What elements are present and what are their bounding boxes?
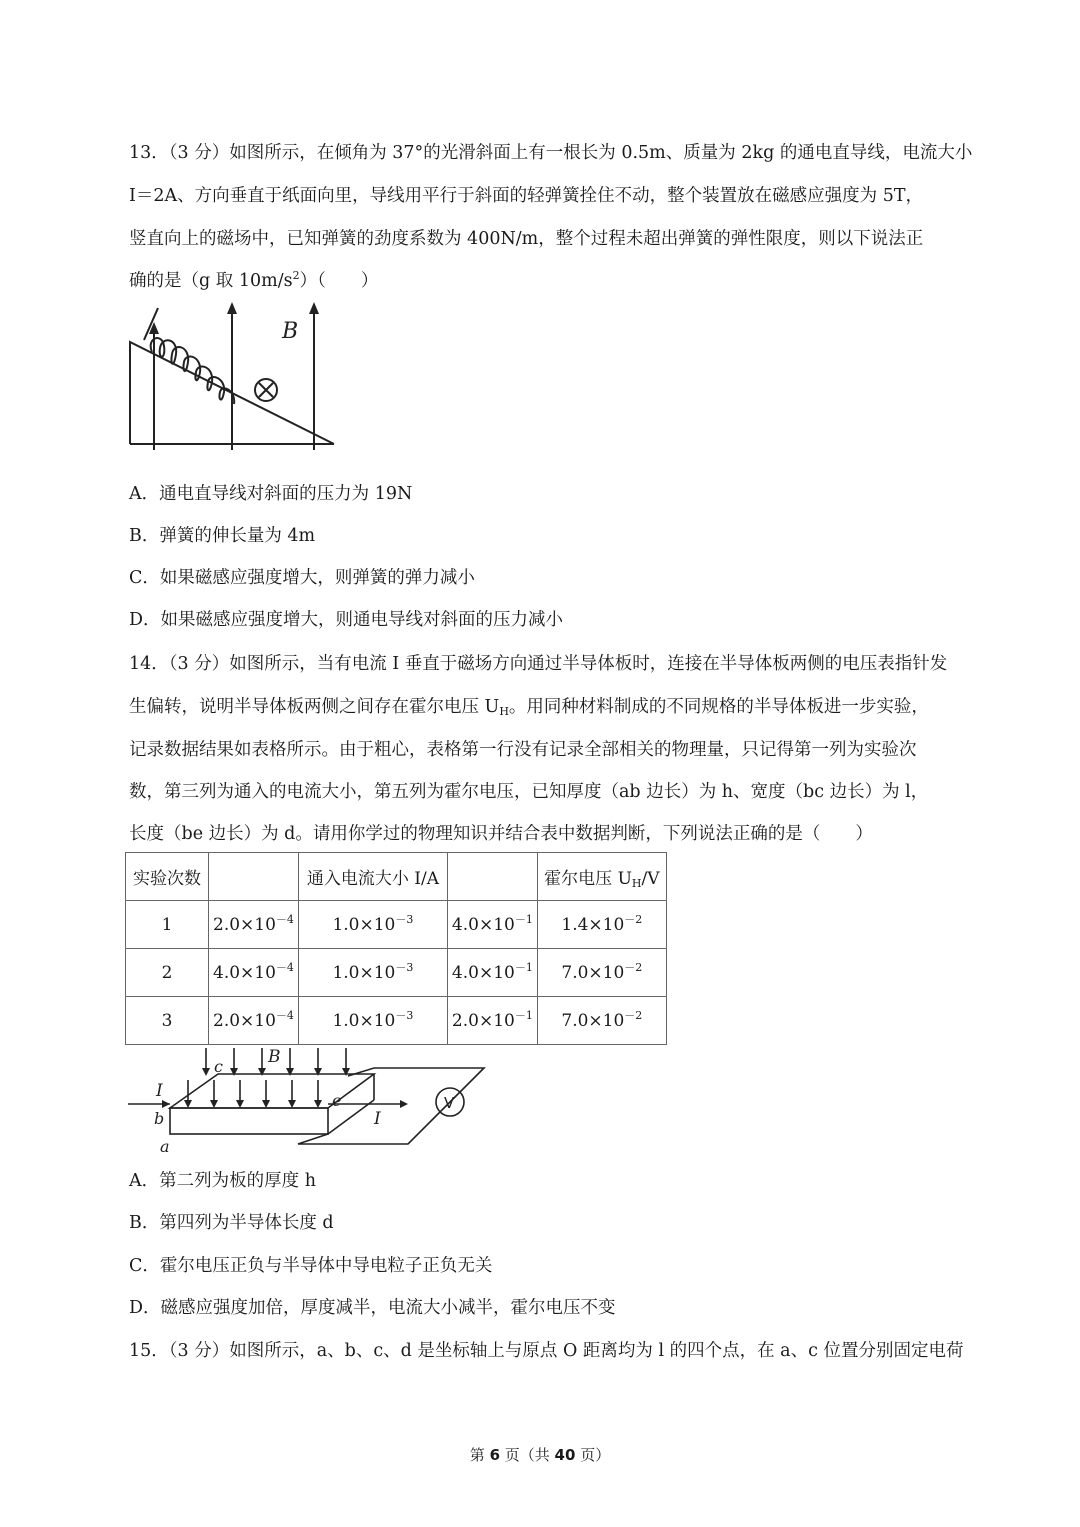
- cell-exponent: －2: [624, 1008, 643, 1022]
- cell-value: 2.0×10: [451, 1010, 515, 1031]
- q14-data-table: [125, 852, 667, 1045]
- q14-hall-effect-figure: [124, 1044, 494, 1156]
- cell-value: 1.0×10: [332, 1010, 396, 1031]
- cell-exponent: －1: [514, 1008, 533, 1022]
- q13-stem-line-4: [129, 267, 378, 292]
- cell-exponent: －4: [275, 960, 294, 974]
- cell-exponent: －2: [624, 912, 643, 926]
- q13-exponent: 2: [292, 269, 300, 282]
- q15-stem-line-1: 15．（3 分）如图所示，a、b、c、d 是坐标轴上与原点 O 距离均为 l 的四个点，在 a、c 位置分别固定电荷: [129, 1341, 964, 1361]
- table-row: [126, 901, 667, 949]
- cell-value: 4.0×10: [451, 962, 515, 983]
- table-row: [126, 949, 667, 997]
- cell-value: 1.0×10: [332, 914, 396, 935]
- q14-stem-line-3: 记录数据结果如表格所示。由于粗心，表格第一行没有记录全部相关的物理量，只记得第一列为实验次: [129, 740, 917, 760]
- page-footer: [0, 1444, 1080, 1465]
- cell-value: 2.0×10: [213, 1010, 276, 1031]
- table-cell: [298, 949, 447, 997]
- q13-stem-line-3: 竖直向上的磁场中，已知弹簧的劲度系数为 400N/m，整个过程未超出弹簧的弹性限度，则以下说法正: [129, 229, 924, 249]
- table-header-row: [126, 853, 667, 901]
- table-cell: [537, 997, 666, 1045]
- table-cell: [209, 949, 299, 997]
- q13-incline-figure: [124, 300, 338, 450]
- q14-option-d: D．磁感应强度加倍，厚度减半，电流大小减半，霍尔电压不变: [129, 1298, 616, 1318]
- q13-figure-label-b: B: [282, 319, 299, 344]
- table-cell: [537, 901, 666, 949]
- table-cell: [209, 901, 299, 949]
- q14-stem-line-4: 数，第三列为通入的电流大小，第五列为霍尔电压，已知厚度（ab 边长）为 h、宽度（bc 边长）为 l，: [129, 782, 929, 802]
- q13-option-a: A．通电直导线对斜面的压力为 19N: [129, 484, 413, 504]
- q13-stem-line-1: 13．（3 分）如图所示，在倾角为 37°的光滑斜面上有一根长为 0.5m、质量为 2kg 的通电直导线，电流大小: [129, 143, 973, 163]
- cell-value: 2.0×10: [213, 914, 276, 935]
- voltmeter-label: V: [444, 1094, 455, 1112]
- footer-page-number: 6: [489, 1446, 500, 1464]
- cell-value: 1: [161, 914, 173, 935]
- table-header-cell: 通入电流大小 I/A: [298, 853, 447, 901]
- q13-option-c: C．如果磁感应强度增大，则弹簧的弹力减小: [129, 568, 475, 588]
- fig-label-i-in: I: [156, 1081, 163, 1101]
- q14-stem-line-2-tail: 。用同种材料制成的不同规格的半导体板进一步实验，: [508, 697, 929, 717]
- table-cell: [298, 901, 447, 949]
- fig-label-c: c: [214, 1057, 223, 1076]
- table-row: [126, 997, 667, 1045]
- q13-option-d: D．如果磁感应强度增大，则通电导线对斜面的压力减小: [129, 610, 564, 630]
- q13-option-b: B．弹簧的伸长量为 4m: [129, 526, 316, 546]
- q14-stem-line-5: 长度（be 边长）为 d。请用你学过的物理知识并结合表中数据判断，下列说法正确的是（ ）: [129, 824, 873, 844]
- table-cell: [298, 997, 447, 1045]
- cell-exponent: －2: [624, 960, 643, 974]
- hall-voltage-unit: /V: [641, 869, 660, 889]
- footer-total-pages: 40: [554, 1446, 576, 1464]
- q14-option-c: C．霍尔电压正负与半导体中导电粒子正负无关: [129, 1256, 493, 1276]
- cell-exponent: －3: [395, 1008, 414, 1022]
- cell-value: 4.0×10: [213, 962, 276, 983]
- cell-value: 1.4×10: [561, 914, 625, 935]
- table-cell: [126, 949, 209, 997]
- table-cell: [209, 997, 299, 1045]
- table-cell: [126, 901, 209, 949]
- fig-label-b-field: B: [268, 1047, 281, 1067]
- cell-exponent: －3: [395, 912, 414, 926]
- cell-exponent: －1: [514, 912, 533, 926]
- cell-value: 7.0×10: [561, 1010, 625, 1031]
- cell-exponent: －4: [275, 1008, 294, 1022]
- table-header-cell: 实验次数: [126, 853, 209, 901]
- fig-label-a: a: [160, 1137, 170, 1156]
- q14-option-a: A．第二列为板的厚度 h: [129, 1171, 316, 1191]
- table-cell: [447, 901, 537, 949]
- cell-value: 4.0×10: [451, 914, 515, 935]
- table-cell: [126, 997, 209, 1045]
- footer-prefix: 第: [469, 1446, 490, 1464]
- fig-label-i-out: I: [374, 1109, 381, 1129]
- hall-voltage-sub: H: [631, 877, 642, 890]
- cell-exponent: －4: [275, 912, 294, 926]
- cell-value: 2: [161, 962, 173, 983]
- table-header-cell: [209, 853, 299, 901]
- q14-option-b: B．第四列为半导体长度 d: [129, 1213, 334, 1233]
- q14-subscript-h: H: [499, 705, 509, 718]
- q14-stem-line-2: [129, 693, 929, 718]
- table-cell: [537, 949, 666, 997]
- q13-stem-line-2: I＝2A、方向垂直于纸面向里，导线用平行于斜面的轻弹簧拴住不动，整个装置放在磁感应强度为 5T，: [129, 186, 924, 206]
- footer-suffix: 页）: [575, 1446, 611, 1464]
- q14-stem-line-1: 14．（3 分）如图所示，当有电流 I 垂直于磁场方向通过半导体板时，连接在半导体板两侧的电压表指针发: [129, 654, 948, 674]
- q13-stem-line-4-text: 确的是（g 取 10m/s: [129, 271, 293, 291]
- cell-value: 1.0×10: [332, 962, 396, 983]
- table-cell: [447, 997, 537, 1045]
- cell-exponent: －1: [514, 960, 533, 974]
- footer-middle: 页（共: [500, 1446, 555, 1464]
- hall-voltage-label: 霍尔电压 U: [544, 869, 632, 889]
- table-header-cell: [447, 853, 537, 901]
- cell-exponent: －3: [395, 960, 414, 974]
- q13-stem-line-4-tail: ）（ ）: [299, 271, 379, 291]
- fig-label-e: e: [332, 1091, 342, 1110]
- cell-value: 7.0×10: [561, 962, 625, 983]
- q14-stem-line-2-text: 生偏转，说明半导体板两侧之间存在霍尔电压 U: [129, 697, 500, 717]
- table-cell: [447, 949, 537, 997]
- fig-label-b: b: [154, 1109, 165, 1128]
- table-header-cell: [537, 853, 666, 901]
- cell-value: 3: [161, 1010, 173, 1031]
